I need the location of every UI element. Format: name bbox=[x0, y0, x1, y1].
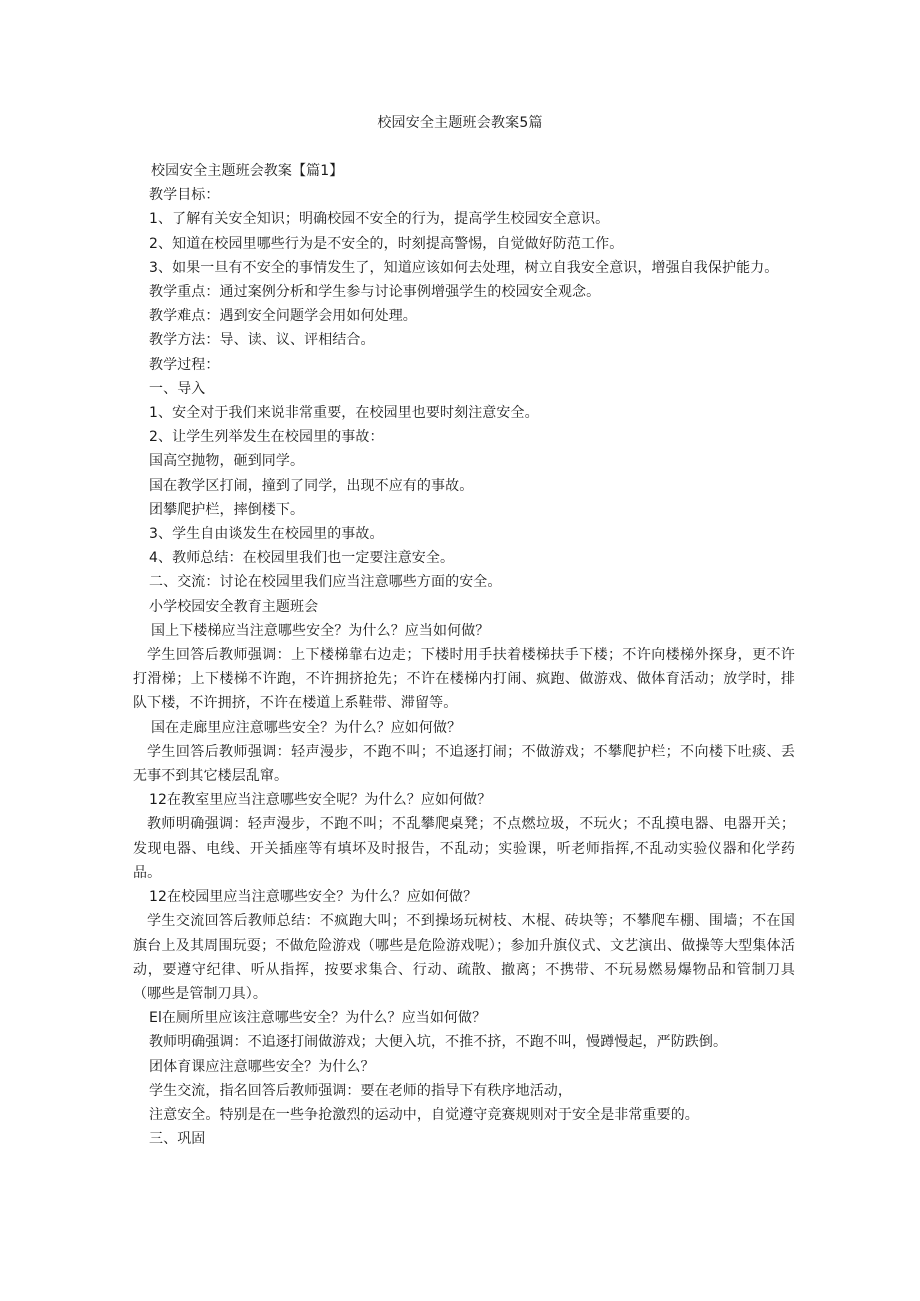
paragraph: 国在教学区打闹，撞到了同学，出现不应有的事故。 bbox=[149, 477, 474, 494]
paragraph: 国高空抛物，砸到同学。 bbox=[149, 453, 305, 470]
paragraph: 3、学生自由谈发生在校园里的事故。 bbox=[149, 526, 384, 543]
paragraph: 12在校园里应当注意哪些安全？为什么？应如何做？ bbox=[149, 889, 478, 906]
paragraph: 小学校园安全教育主题班会 bbox=[149, 598, 319, 615]
paragraph: 教学难点：遇到安全问题学会用如何处理。 bbox=[149, 308, 417, 325]
paragraph: 学生交流回答后教师总结：不疯跑大叫；不到操场玩树枝、木棍、砖块等；不攀爬车棚、围墙；不在国旗台上及其周围玩耍；不做危险游戏（哪些是危险游戏呢）；参加升旗仪式、文艺演出、做操等大型集体活动，要遵守纪律、听从指挥，按要求集合、行动、疏散、撤离；不携带、不玩易燃易爆物品和管制刀具（哪些是管制刀具）。 bbox=[133, 913, 795, 1002]
paragraph: 团体育课应注意哪些安全？为什么？ bbox=[149, 1058, 375, 1075]
paragraph: 学生回答后教师强调：轻声漫步，不跑不叫；不追逐打闹；不做游戏；不攀爬护栏；不向楼下吐痰、丢无事不到其它楼层乱窜。 bbox=[133, 743, 795, 785]
paragraph: 教学目标： bbox=[149, 187, 220, 204]
paragraph: 4、教师总结：在校园里我们也一定要注意安全。 bbox=[149, 550, 455, 567]
paragraph: 教师明确强调：不追逐打闹做游戏；大便入坑，不推不挤，不跑不叫，慢蹲慢起，严防跌倒。 bbox=[149, 1034, 728, 1051]
section-heading: 三、巩固 bbox=[149, 1131, 206, 1148]
paragraph: 1、安全对于我们来说非常重要，在校园里也要时刻注意安全。 bbox=[149, 405, 539, 422]
paragraph: 2、让学生列举发生在校园里的事故： bbox=[149, 429, 384, 446]
paragraph: 一、导入 bbox=[149, 380, 206, 397]
paragraph: 国上下楼梯应当注意哪些安全？为什么？应当如何做？ bbox=[151, 622, 490, 639]
section-heading: 校园安全主题班会教案【篇1】 bbox=[151, 163, 344, 179]
paragraph: 教学重点：通过案例分析和学生参与讨论事例增强学生的校园安全观念。 bbox=[149, 284, 601, 301]
paragraph: 团攀爬护栏，摔倒楼下。 bbox=[149, 501, 305, 518]
paragraph: 学生交流，指名回答后教师强调：要在老师的指导下有秩序地活动， bbox=[149, 1082, 572, 1099]
paragraph: 教师明确强调：轻声漫步，不跑不叫；不乱攀爬桌凳；不点燃垃圾，不玩火；不乱摸电器、电器开关；发现电器、电线、开关插座等有填坏及时报告，不乱动；实验课，听老师指挥,不乱动实验仪器和化学药品。 bbox=[133, 816, 795, 881]
document-body bbox=[133, 159, 795, 1151]
paragraph: 教学过程： bbox=[149, 356, 220, 373]
paragraph: 1、了解有关安全知识；明确校园不安全的行为，提高学生校园安全意识。 bbox=[149, 211, 610, 228]
paragraph: El在厕所里应该注意哪些安全？为什么？应当如何做？ bbox=[149, 1010, 487, 1027]
paragraph: 注意安全。特别是在一些争抢激烈的运动中，自觉遵守竞赛规则对于安全是非常重要的。 bbox=[149, 1106, 699, 1123]
document-title: 校园安全主题班会教案5篇 bbox=[377, 115, 543, 131]
paragraph: 教学方法：导、读、议、评相结合。 bbox=[149, 332, 375, 349]
paragraph: 3、如果一旦有不安全的事情发生了，知道应该如何去处理，树立自我安全意识，增强自我保护能力。 bbox=[149, 259, 779, 276]
paragraph: 二、交流：讨论在校园里我们应当注意哪些方面的安全。 bbox=[149, 574, 502, 591]
paragraph: 国在走廊里应注意哪些安全？为什么？应如何做？ bbox=[151, 719, 462, 736]
paragraph: 2、知道在校园里哪些行为是不安全的，时刻提高警惕，自觉做好防范工作。 bbox=[149, 235, 624, 252]
paragraph: 学生回答后教师强调：上下楼梯靠右边走；下楼时用手扶着楼梯扶手下楼；不许向楼梯外探身，更不许打滑梯；上下楼梯不许跑，不许拥挤抢先；不许在楼梯内打闹、疯跑、做游戏、做体育活动；放学时，排队下楼，不许拥挤，不许在楼道上系鞋带、滞留等。 bbox=[133, 647, 795, 712]
paragraph: 12在教室里应当注意哪些安全呢？为什么？应如何做？ bbox=[149, 792, 492, 809]
